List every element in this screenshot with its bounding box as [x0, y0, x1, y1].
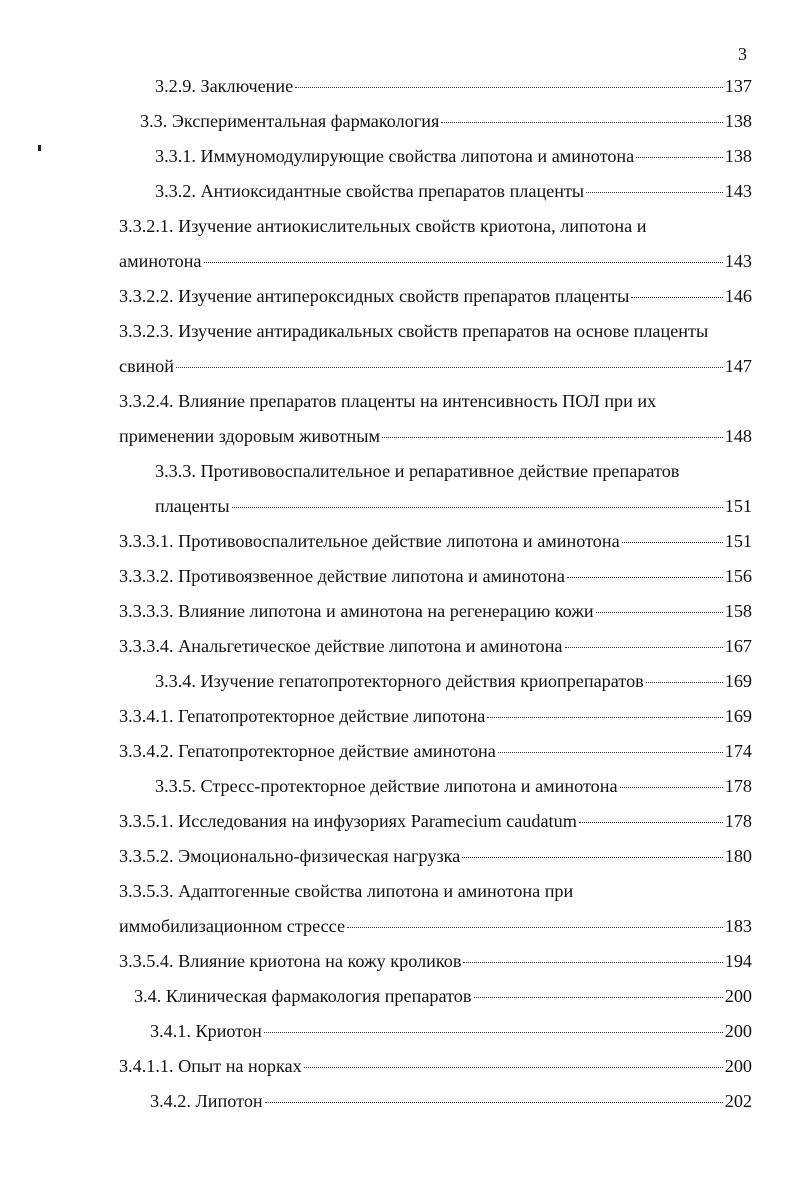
toc-entry-title: 3.3.5.4. Влияние криотона на кожу кроликов — [119, 951, 462, 971]
toc-entry-title: плаценты — [155, 496, 230, 516]
toc-entry-title: 3.3.5.1. Исследования на инфузориях Paramecium caudatum — [119, 811, 577, 831]
toc-entry-title: 3.3.3. Противовоспалительное и репаративное действие препаратов — [155, 461, 680, 481]
toc-entry-page: 146 — [724, 286, 752, 306]
toc-entry[interactable] — [119, 1056, 752, 1077]
toc-entry[interactable] — [155, 76, 752, 97]
toc-entry-title: 3.3.5.2. Эмоционально-физическая нагрузка — [119, 846, 461, 866]
toc-entry-page: 143 — [724, 251, 752, 271]
toc-entry-page: 194 — [724, 951, 752, 971]
toc-entry-continued[interactable] — [119, 251, 752, 272]
toc-entry-title: свиной — [119, 356, 174, 376]
toc-entry-page: 183 — [724, 916, 752, 936]
toc-entry-page: 148 — [724, 426, 752, 446]
toc-entry-title: 3.3.5. Стресс-протекторное действие липотона и аминотона — [155, 776, 618, 796]
toc-entry-title: 3.3.4.1. Гепатопротекторное действие липотона — [119, 706, 486, 726]
toc-entry-title: 3.4.1.1. Опыт на норках — [119, 1056, 302, 1076]
dot-leader — [586, 192, 723, 193]
toc-entry-title: 3.2.9. Заключение — [155, 76, 294, 96]
toc-entry[interactable] — [119, 601, 752, 622]
toc-entry-title: 3.4.1. Криотон — [150, 1021, 262, 1041]
dot-leader — [441, 122, 722, 123]
toc-entry[interactable] — [119, 741, 752, 762]
toc-entry-page: 138 — [724, 146, 752, 166]
toc-entry-page: 156 — [724, 566, 752, 586]
toc-entry-title: 3.3.2.3. Изучение антирадикальных свойств препаратов на основе плаценты — [119, 321, 709, 341]
toc-entry-page: 200 — [724, 1021, 752, 1041]
toc-entry-page: 143 — [724, 181, 752, 201]
dot-leader — [463, 962, 722, 963]
dot-leader — [295, 87, 723, 88]
toc-entry-title: 3.3.2. Антиоксидантные свойства препаратов плаценты — [155, 181, 585, 201]
toc-entry-page: 202 — [724, 1091, 752, 1111]
toc-entry-page: 200 — [724, 986, 752, 1006]
page-number: 3 — [738, 44, 747, 64]
dot-leader — [347, 927, 723, 928]
toc-entry-title: 3.4.2. Липотон — [150, 1091, 263, 1111]
toc-entry-title: 3.3.4.2. Гепатопротекторное действие аминотона — [119, 741, 496, 761]
toc-entry-title: 3.3.5.3. Адаптогенные свойства липотона и аминотона при — [119, 881, 574, 901]
toc-entry-title: применении здоровым животным — [119, 426, 380, 446]
toc-entry-title: 3.3.2.2. Изучение антипероксидных свойств препаратов плаценты — [119, 286, 630, 306]
toc-entry[interactable] — [155, 671, 752, 692]
toc-entry-page: 138 — [724, 111, 752, 131]
dot-leader — [498, 752, 723, 753]
toc-entry-page: 151 — [724, 496, 752, 516]
toc-entry-continued[interactable] — [119, 916, 752, 937]
toc-entry-page: 180 — [724, 846, 752, 866]
toc-entry[interactable] — [119, 391, 752, 412]
toc-entry[interactable] — [119, 636, 752, 657]
toc-entry-title: 3.3.2.1. Изучение антиокислительных свойств криотона, липотона и — [119, 216, 647, 236]
dot-leader — [487, 717, 722, 718]
toc-entry-continued[interactable] — [119, 426, 752, 447]
toc-entry-continued[interactable] — [155, 496, 752, 517]
dot-leader — [620, 787, 723, 788]
toc-entry[interactable] — [155, 776, 752, 797]
dot-leader — [622, 542, 723, 543]
toc-entry-title: аминотона — [119, 251, 202, 271]
toc-entry-title: 3.4. Клиническая фармакология препаратов — [134, 986, 472, 1006]
dot-leader — [631, 297, 722, 298]
toc-entry[interactable] — [155, 181, 752, 202]
toc-entry[interactable] — [119, 846, 752, 867]
toc-entry[interactable] — [119, 286, 752, 307]
toc-entry-title: 3.3.4. Изучение гепатопротекторного действия криопрепаратов — [155, 671, 644, 691]
toc-entry-page: 169 — [724, 671, 752, 691]
toc-entry-page: 167 — [724, 636, 752, 656]
toc-entry[interactable] — [119, 811, 752, 832]
toc-entry[interactable] — [119, 321, 752, 342]
dot-leader — [304, 1067, 723, 1068]
dot-leader — [264, 1032, 723, 1033]
toc-entry[interactable] — [155, 461, 752, 482]
dot-leader — [474, 997, 723, 998]
toc-entry[interactable] — [134, 986, 752, 1007]
dot-leader — [462, 857, 722, 858]
dot-leader — [646, 682, 723, 683]
dot-leader — [382, 437, 723, 438]
dot-leader — [579, 822, 723, 823]
toc-entry-title: 3.3. Экспериментальная фармакология — [140, 111, 440, 131]
dot-leader — [636, 157, 723, 158]
toc-entry-page: 174 — [724, 741, 752, 761]
toc-entry-page: 169 — [724, 706, 752, 726]
toc-entry[interactable] — [119, 216, 752, 237]
toc-entry-page: 147 — [724, 356, 752, 376]
toc-entry[interactable] — [119, 531, 752, 552]
toc-entry-continued[interactable] — [119, 356, 752, 377]
toc-entry-title: 3.3.3.4. Анальгетическое действие липотона и аминотона — [119, 636, 563, 656]
dot-leader — [596, 612, 723, 613]
toc-entry[interactable] — [155, 146, 752, 167]
dot-leader — [567, 577, 723, 578]
dot-leader — [565, 647, 723, 648]
toc-entry[interactable] — [150, 1091, 752, 1112]
toc-entry[interactable] — [119, 566, 752, 587]
toc-entry-title: 3.3.2.4. Влияние препаратов плаценты на интенсивность ПОЛ при их — [119, 391, 657, 411]
dot-leader — [232, 507, 723, 508]
dot-leader — [176, 367, 723, 368]
toc-entry[interactable] — [119, 706, 752, 727]
toc-entry-title: 3.3.3.2. Противоязвенное действие липотона и аминотона — [119, 566, 565, 586]
dot-leader — [204, 262, 723, 263]
scan-speck — [38, 145, 41, 151]
toc-entry[interactable] — [150, 1021, 752, 1042]
toc-entry[interactable] — [140, 111, 752, 132]
toc-entry-title: иммобилизационном стрессе — [119, 916, 346, 936]
toc-entry-page: 137 — [724, 76, 752, 96]
toc-entry-title: 3.3.3.1. Противовоспалительное действие липотона и аминотона — [119, 531, 620, 551]
toc-entry[interactable] — [119, 881, 752, 902]
toc-entry-page: 200 — [724, 1056, 752, 1076]
dot-leader — [265, 1102, 723, 1103]
toc-entry-title: 3.3.1. Иммуномодулирующие свойства липотона и аминотона — [155, 146, 635, 166]
toc-entry-page: 178 — [724, 811, 752, 831]
toc-entry-page: 158 — [724, 601, 752, 621]
toc-entry-title: 3.3.3.3. Влияние липотона и аминотона на регенерацию кожи — [119, 601, 594, 621]
toc-entry-page: 151 — [724, 531, 752, 551]
toc-entry-page: 178 — [724, 776, 752, 796]
toc-entry[interactable] — [119, 951, 752, 972]
